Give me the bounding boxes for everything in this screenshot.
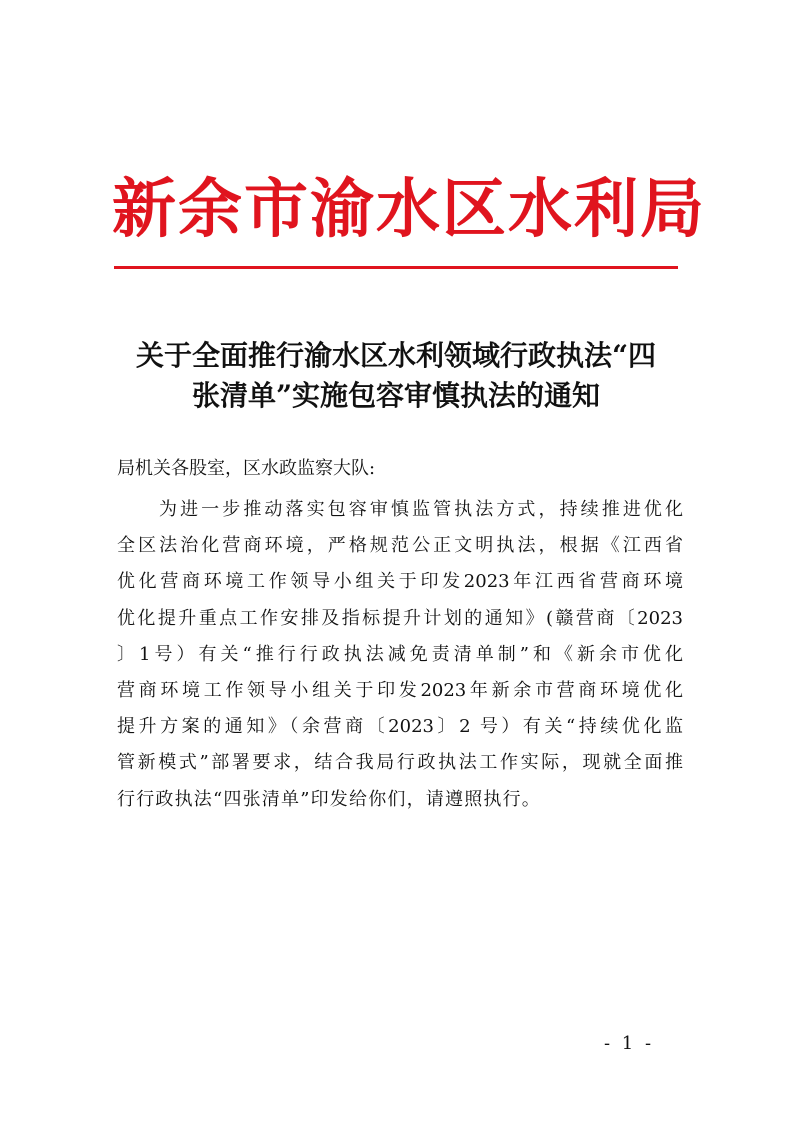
issuing-authority-masthead: 新余市渝水区水利局 [112,173,706,247]
body-line: 全区法治化营商环境，严格规范公正文明执法，根据《江西省 [117,535,683,557]
body-line: 优化提升重点工作安排及指标提升计划的通知》(赣营商〔2023 [117,607,683,629]
body-line: 行行政执法“四张清单”印发给你们，请遵照执行。 [117,788,542,810]
body-paragraph [117,492,683,818]
addressee-line: 局机关各股室，区水政监察大队: [117,458,376,479]
document-title-line: 张清单”实施包容审慎执法的通知 [191,379,601,412]
body-line: 〕1号）有关“推行行政执法减免责清单制”和《新余市优化 [117,643,683,665]
body-line: 为进一步推动落实包容审慎监管执法方式，持续推进优化 [159,499,683,520]
body-line: 提升方案的通知》（余营商〔2023〕2 号）有关“持续优化监 [117,716,683,738]
document-title [112,336,680,416]
document-title-line: 关于全面推行渝水区水利领域行政执法“四 [135,339,657,372]
body-line: 管新模式”部署要求，结合我局行政执法工作实际，现就全面推 [117,752,683,774]
body-line: 营商环境工作领导小组关于印发2023年新余市营商环境优化 [117,679,683,701]
masthead-red-rule [114,266,678,269]
page-number: - 1 - [604,1033,655,1054]
body-line: 优化营商环境工作领导小组关于印发2023年江西省营商环境 [117,571,683,593]
